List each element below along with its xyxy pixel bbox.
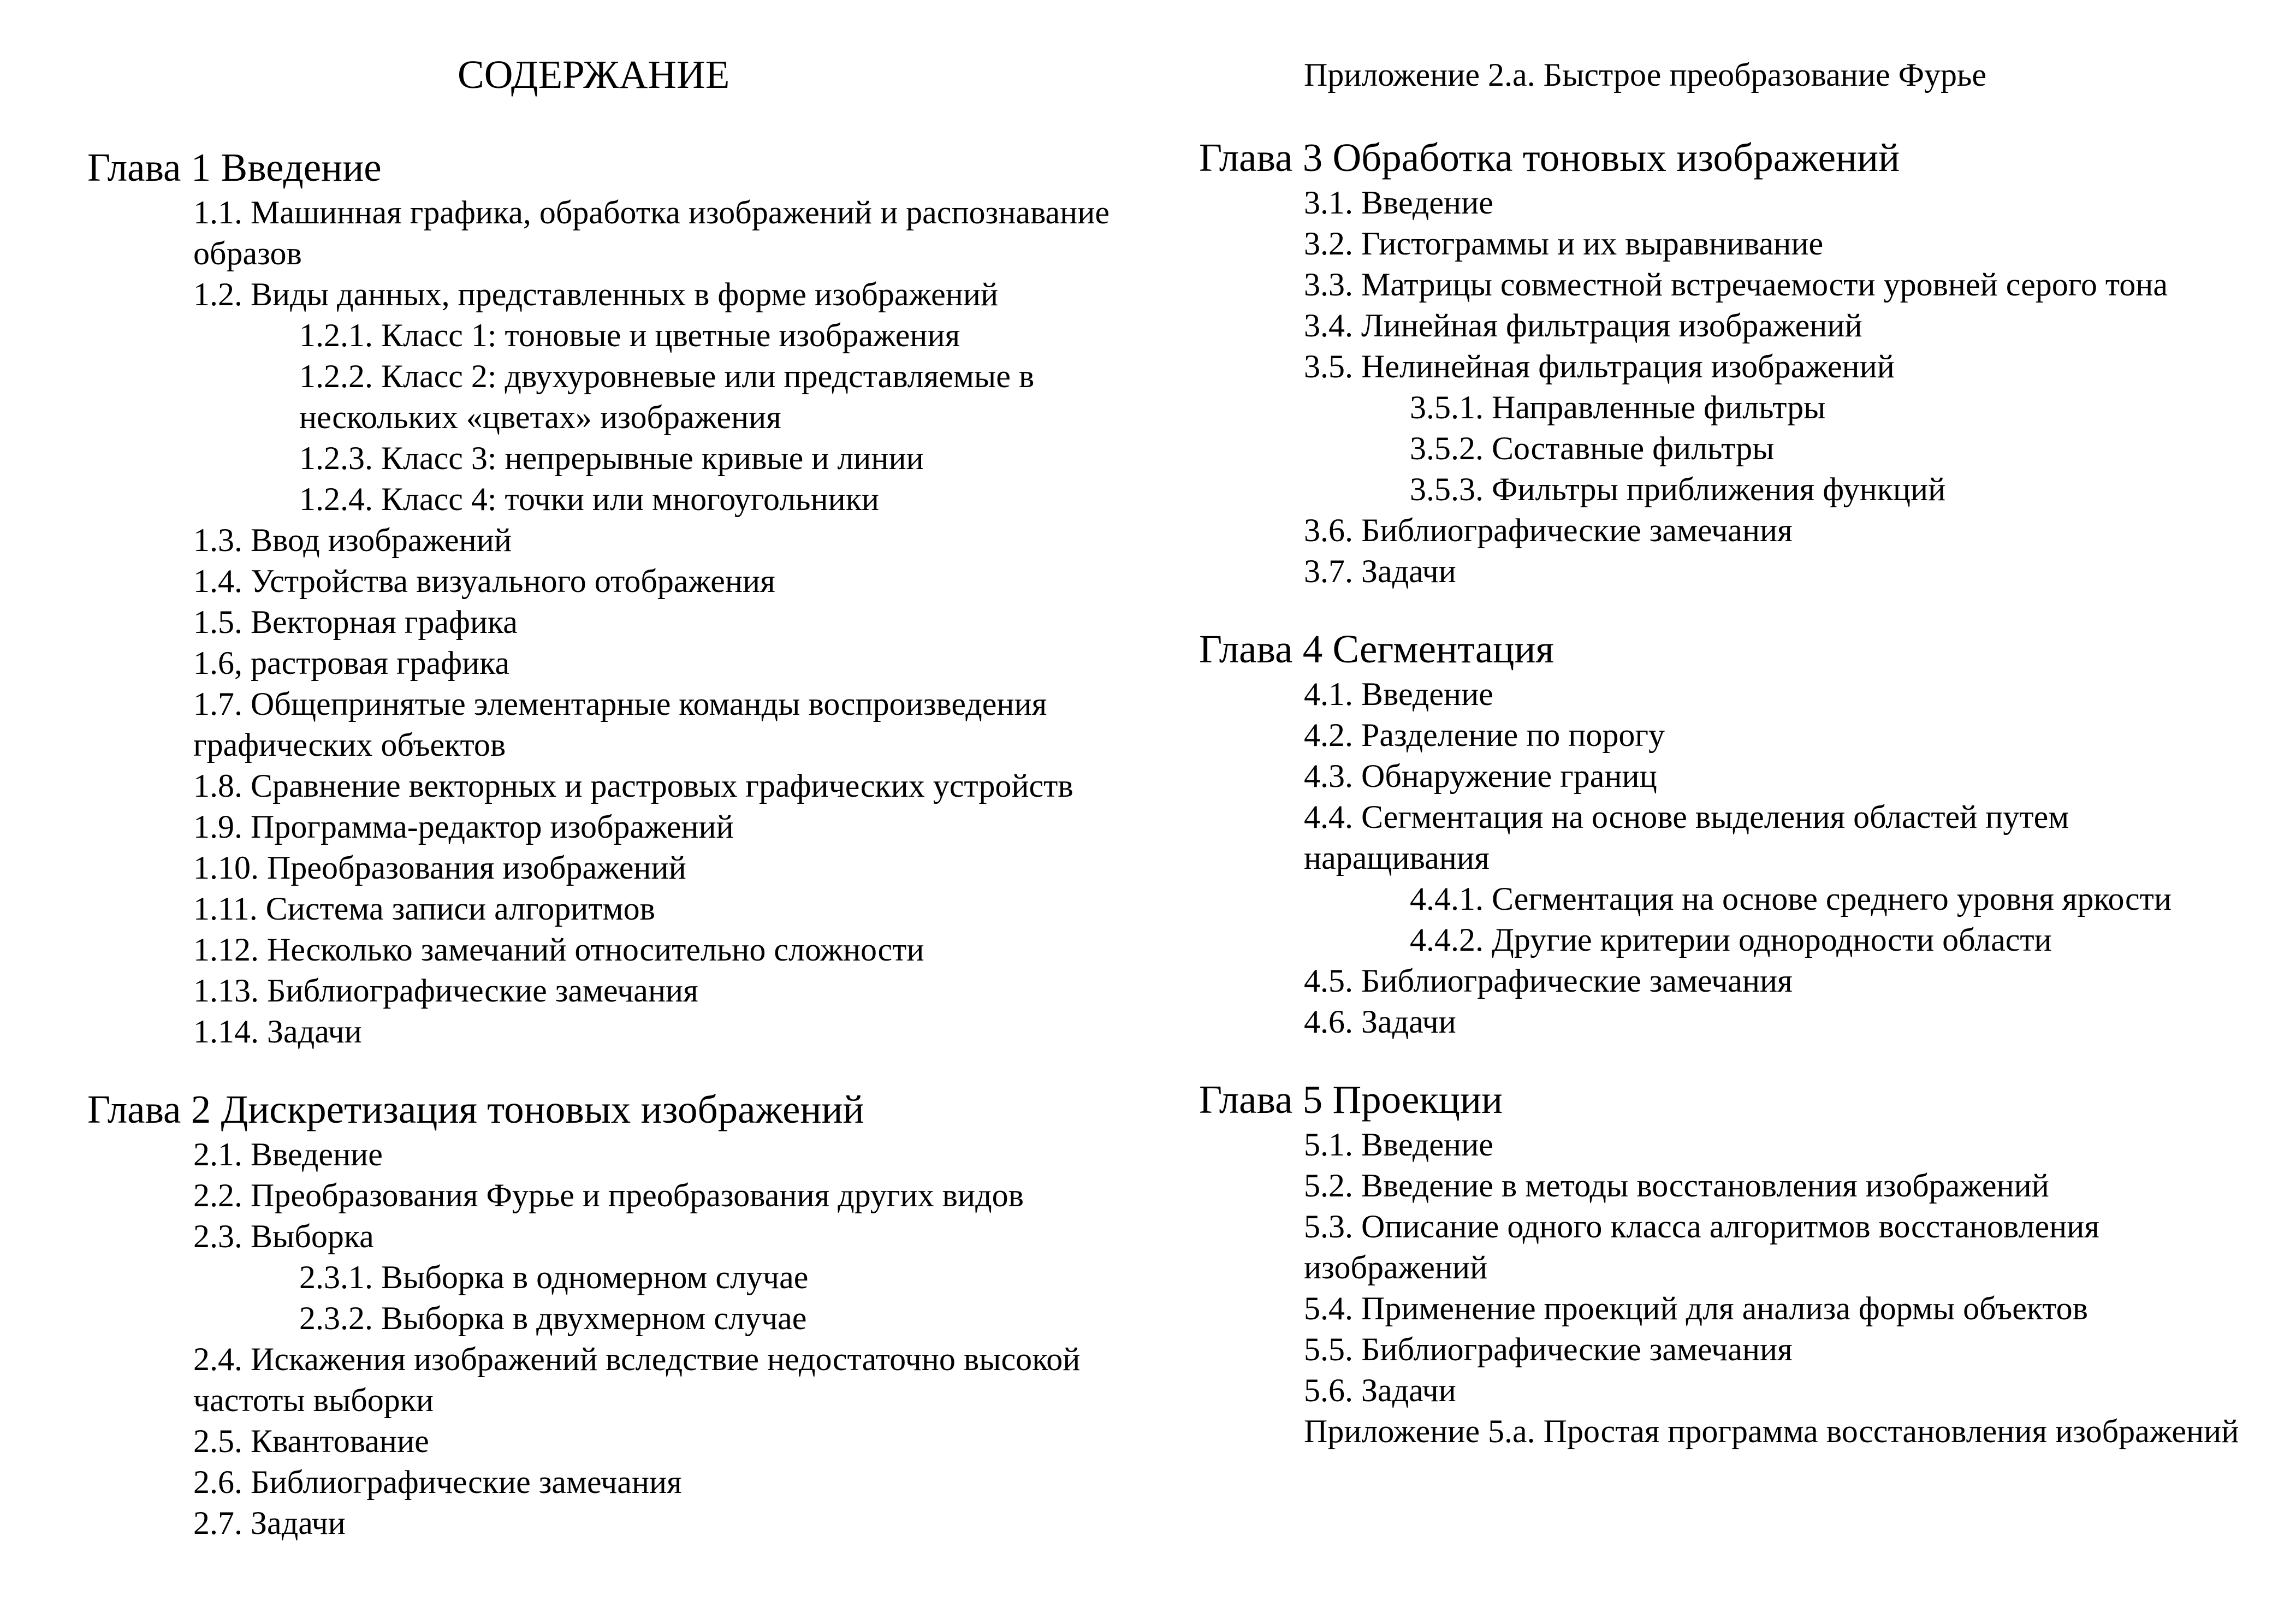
chapter-title: Глава 3 Обработка тоновых изображений	[1199, 135, 1900, 180]
toc-entry: 1.13. Библиографические замечания	[193, 973, 698, 1009]
toc-entry: 2.4. Искажения изображений вследствие недостаточно высокой частоты выборки	[193, 1341, 1081, 1418]
toc-entry: 1.7. Общепринятые элементарные команды воспроизведения графических объектов	[193, 686, 1047, 763]
toc-entry: 5.6. Задачи	[1304, 1372, 1456, 1408]
chapter-title: Глава 2 Дискретизация тоновых изображений	[87, 1087, 864, 1131]
toc-subentry: 1.2.3. Класс 3: непрерывные кривые и линии	[299, 440, 924, 476]
toc-entry: 5.3. Описание одного класса алгоритмов восстановления изображений	[1304, 1208, 2099, 1285]
toc-entry: 4.4. Сегментация на основе выделения областей путем наращивания	[1304, 799, 2069, 876]
toc-entry: 5.2. Введение в методы восстановления изображений	[1304, 1167, 2049, 1204]
toc-entry: 1.14. Задачи	[193, 1013, 362, 1050]
chapter-title: Глава 5 Проекции	[1199, 1077, 1503, 1122]
chapter-block	[1147, 1075, 2296, 1452]
toc-entry: 3.1. Введение	[1304, 185, 1493, 221]
toc-entry: 4.6. Задачи	[1304, 1004, 1456, 1040]
chapter-block	[1147, 133, 2296, 592]
toc-entry: 1.12. Несколько замечаний относительно сложности	[193, 932, 924, 968]
toc-subentry: 3.5.2. Составные фильтры	[1410, 430, 1775, 466]
toc-subentry: 4.4.2. Другие критерии однородности области	[1410, 922, 2052, 958]
toc-entry: 3.2. Гистограммы и их выравнивание	[1304, 226, 1824, 262]
toc-subentry: 1.2.1. Класс 1: тоновые и цветные изображения	[299, 317, 960, 353]
chapter-block	[0, 143, 1147, 1052]
toc-entry: 1.4. Устройства визуального отображения	[193, 563, 775, 599]
toc-subentry: 2.3.1. Выборка в одномерном случае	[299, 1259, 809, 1295]
toc-entry: 1.8. Сравнение векторных и растровых графических устройств	[193, 768, 1073, 804]
toc-entry: 3.4. Линейная фильтрация изображений	[1304, 307, 1862, 343]
chapter-block	[0, 1085, 1147, 1544]
toc-entry: 2.2. Преобразования Фурье и преобразования других видов	[193, 1177, 1024, 1213]
toc-entry: 1.2. Виды данных, представленных в форме изображений	[193, 276, 999, 312]
chapter-title: Глава 1 Введение	[87, 145, 382, 189]
toc-subentry: 1.2.4. Класс 4: точки или многоугольники	[299, 481, 880, 517]
toc-entry: 5.5. Библиографические замечания	[1304, 1331, 1793, 1367]
toc-subentry: 3.5.3. Фильтры приближения функций	[1410, 471, 1946, 507]
toc-entry: 2.6. Библиографические замечания	[193, 1464, 682, 1500]
toc-subentry: 4.4.1. Сегментация на основе среднего уровня яркости	[1410, 881, 2172, 917]
toc-entry: 5.4. Применение проекций для анализа формы объектов	[1304, 1290, 2088, 1326]
toc-entry: 1.3. Ввод изображений	[193, 522, 512, 558]
page-title: СОДЕРЖАНИЕ	[458, 52, 730, 97]
toc-entry: 4.1. Введение	[1304, 676, 1493, 712]
toc-entry: 4.5. Библиографические замечания	[1304, 963, 1793, 999]
toc-entry: 1.6, растровая графика	[193, 645, 510, 681]
toc-entry: 1.5. Векторная графика	[193, 604, 518, 640]
toc-subentry: 3.5.1. Направленные фильтры	[1410, 389, 1826, 425]
toc-entry: 3.5. Нелинейная фильтрация изображений	[1304, 348, 1895, 384]
toc-entry: 3.3. Матрицы совместной встречаемости уровней серого тона	[1304, 266, 2168, 303]
toc-entry: 2.7. Задачи	[193, 1505, 346, 1541]
toc-entry: 4.2. Разделение по порогу	[1304, 717, 1665, 753]
chapter-block	[1147, 625, 2296, 1042]
appendix-2a-heading: Приложение 2.а. Быстрое преобразование Фурье	[1304, 57, 1987, 93]
toc-entry: 1.10. Преобразования изображений	[193, 850, 686, 886]
toc-entry: 3.6. Библиографические замечания	[1304, 512, 1793, 548]
toc-entry: 1.9. Программа-редактор изображений	[193, 809, 734, 845]
toc-entry: 1.1. Машинная графика, обработка изображений и распознавание образов	[193, 194, 1110, 271]
toc-subentry: 1.2.2. Класс 2: двухуровневые или представляемые в нескольких «цветах» изображения	[299, 358, 1035, 435]
right-toc-body	[1147, 50, 2296, 1485]
toc-entry: 3.7. Задачи	[1304, 553, 1456, 589]
toc-entry: 2.5. Квантование	[193, 1423, 429, 1459]
toc-entry: Приложение 5.а. Простая программа восстановления изображений	[1304, 1413, 2239, 1449]
toc-entry: 1.11. Система записи алгоритмов	[193, 891, 655, 927]
toc-entry: 5.1. Введение	[1304, 1127, 1493, 1163]
toc-entry: 4.3. Обнаружение границ	[1304, 758, 1657, 794]
chapter-title: Глава 4 Сегментация	[1199, 627, 1554, 671]
left-toc-body	[0, 143, 1147, 1576]
toc-subentry: 2.3.2. Выборка в двухмерном случае	[299, 1300, 807, 1336]
toc-entry: 2.1. Введение	[193, 1136, 383, 1172]
toc-entry: 2.3. Выборка	[193, 1218, 374, 1254]
